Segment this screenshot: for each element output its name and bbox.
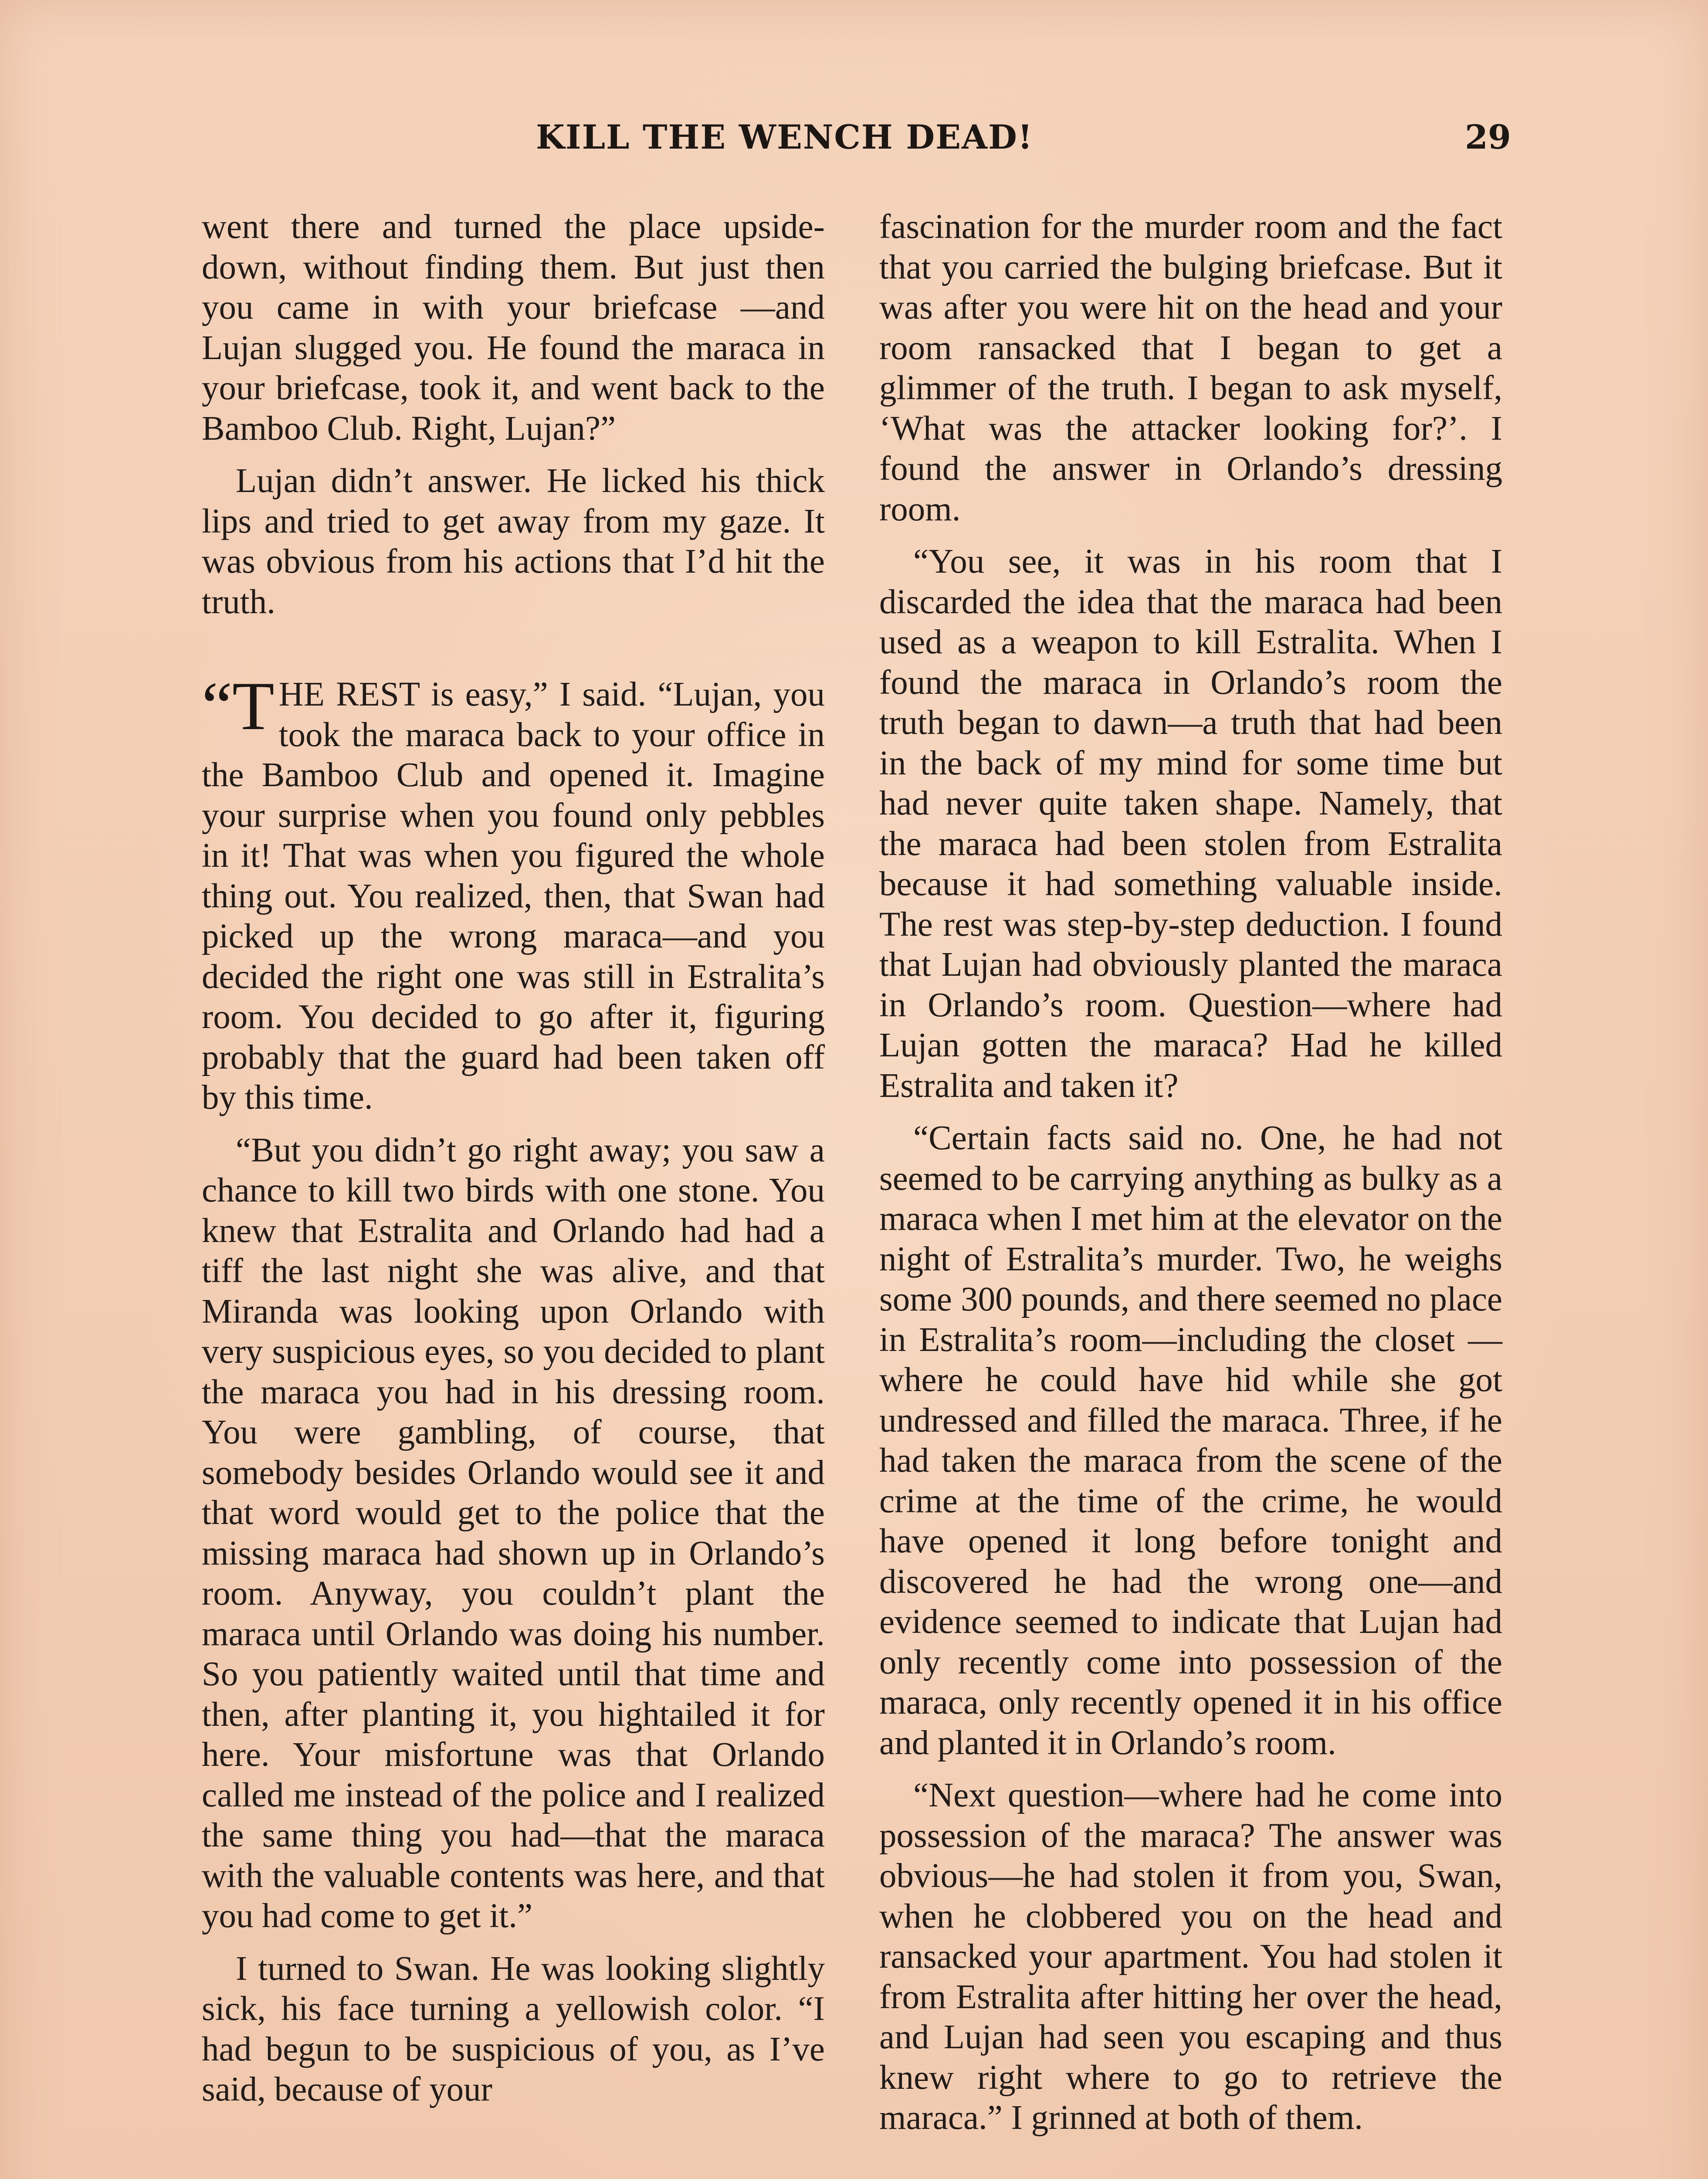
left-text-column bbox=[202, 207, 825, 2122]
left-paragraph-2: Lujan didn’t answer. He licked his thick lips and tried to get away from my gaze. It was obvious from his actions that I’d hit the truth. bbox=[202, 462, 825, 621]
left-paragraph-4: “But you didn’t go right away; you saw a chance to kill two birds with one stone. You knew that Estralita and Orlando had had a tiff the last night she was alive, and that Miranda was looking upon Orlando with very suspicious eyes, so you decided to plant the maraca you had in his dressing room. You were gambling, of course, that somebody besides Orlando would see it and that word would get to the police that the missing maraca had shown up in Orlando’s room. Anyway, you couldn’t plant the maraca until Orlando was doing his number. So you patiently waited until that time and then, after planting it, you hightailed it for here. Your misfortune was that Orlando called me instead of the police and I realized the same thing you had—that the maraca with the valuable contents was here, and that you had come to get it.” bbox=[202, 1131, 825, 1935]
right-paragraph-3: “Certain facts said no. One, he had not seemed to be carrying anything as bulky as a maraca when I met him at the elevator on the night of Estralita’s murder. Two, he weighs some 300 pounds, and there seemed no place in Estralita’s room—including the closet —where he could have hid while she got undressed and filled the maraca. Three, if he had taken the maraca from the scene of the crime at the time of the crime, he would have opened it long before tonight and discovered he had the wrong one—and evidence seemed to indicate that Lujan had only recently come into possession of the maraca, only recently opened it in his office and planted it in Orlando’s room. bbox=[879, 1119, 1502, 1762]
page-number: 29 bbox=[1465, 118, 1511, 156]
running-title: KILL THE WENCH DEAD! bbox=[536, 118, 1034, 156]
right-paragraph-1: fascination for the murder room and the fact that you carried the bulging briefcase. But it was after you were hit on the head and your room ransacked that I began to get a glimmer of the truth. I began to ask myself, ‘What was the attacker looking for?’. I found the answer in Orlando’s dressing room. bbox=[879, 208, 1502, 528]
left-paragraph-1: went there and turned the place upside-down, without finding them. But just then you came in with your briefcase —and Lujan slugged you. He found the maraca in your briefcase, took it, and went back to the Bamboo Club. Right, Lujan?” bbox=[202, 208, 825, 448]
left-paragraph-5: I turned to Swan. He was looking slightly sick, his face turning a yellowish color. “I had begun to be suspicious of you, as I’ve said, because of your bbox=[202, 1949, 825, 2108]
section-opening-paragraph bbox=[202, 668, 825, 1118]
right-paragraph-2: “You see, it was in his room that I discarded the idea that the maraca had been used as a weapon to kill Estralita. When I found the maraca in Orlando’s room the truth began to dawn—a truth that had been in the back of my mind for some time but had never quite taken shape. Namely, that the maraca had been stolen from Estralita because it had something valuable inside. The rest was step-by-step deduction. I found that Lujan had obviously planted the maraca in Orlando’s room. Question—where had Lujan gotten the maraca? Had he killed Estralita and taken it? bbox=[879, 543, 1502, 1105]
section-opening-text: HE REST is easy,” I said. “Lujan, you took the maraca back to your office in the Bamboo Club and opened it. Imagine your surprise when you found only pebbles in it! That was when you figured the whole thing out. You realized, then, that Swan had picked up the wrong maraca—and you decided the right one was still in Estralita’s room. You decided to go after it, figuring probably that the guard had been taken off by this time. bbox=[202, 675, 825, 1117]
right-text-column bbox=[879, 207, 1502, 2151]
drop-cap: “T bbox=[202, 668, 274, 744]
right-paragraph-4: “Next question—where had he come into possession of the maraca? The answer was obvious—he had stolen it from you, Swan, when he clobbered you on the head and ransacked your apartment. You had stolen it from Estralita after hitting her over the head, and Lujan had seen you escaping and thus knew right where to go to retrieve the maraca.” I grinned at both of them. bbox=[879, 1776, 1502, 2137]
